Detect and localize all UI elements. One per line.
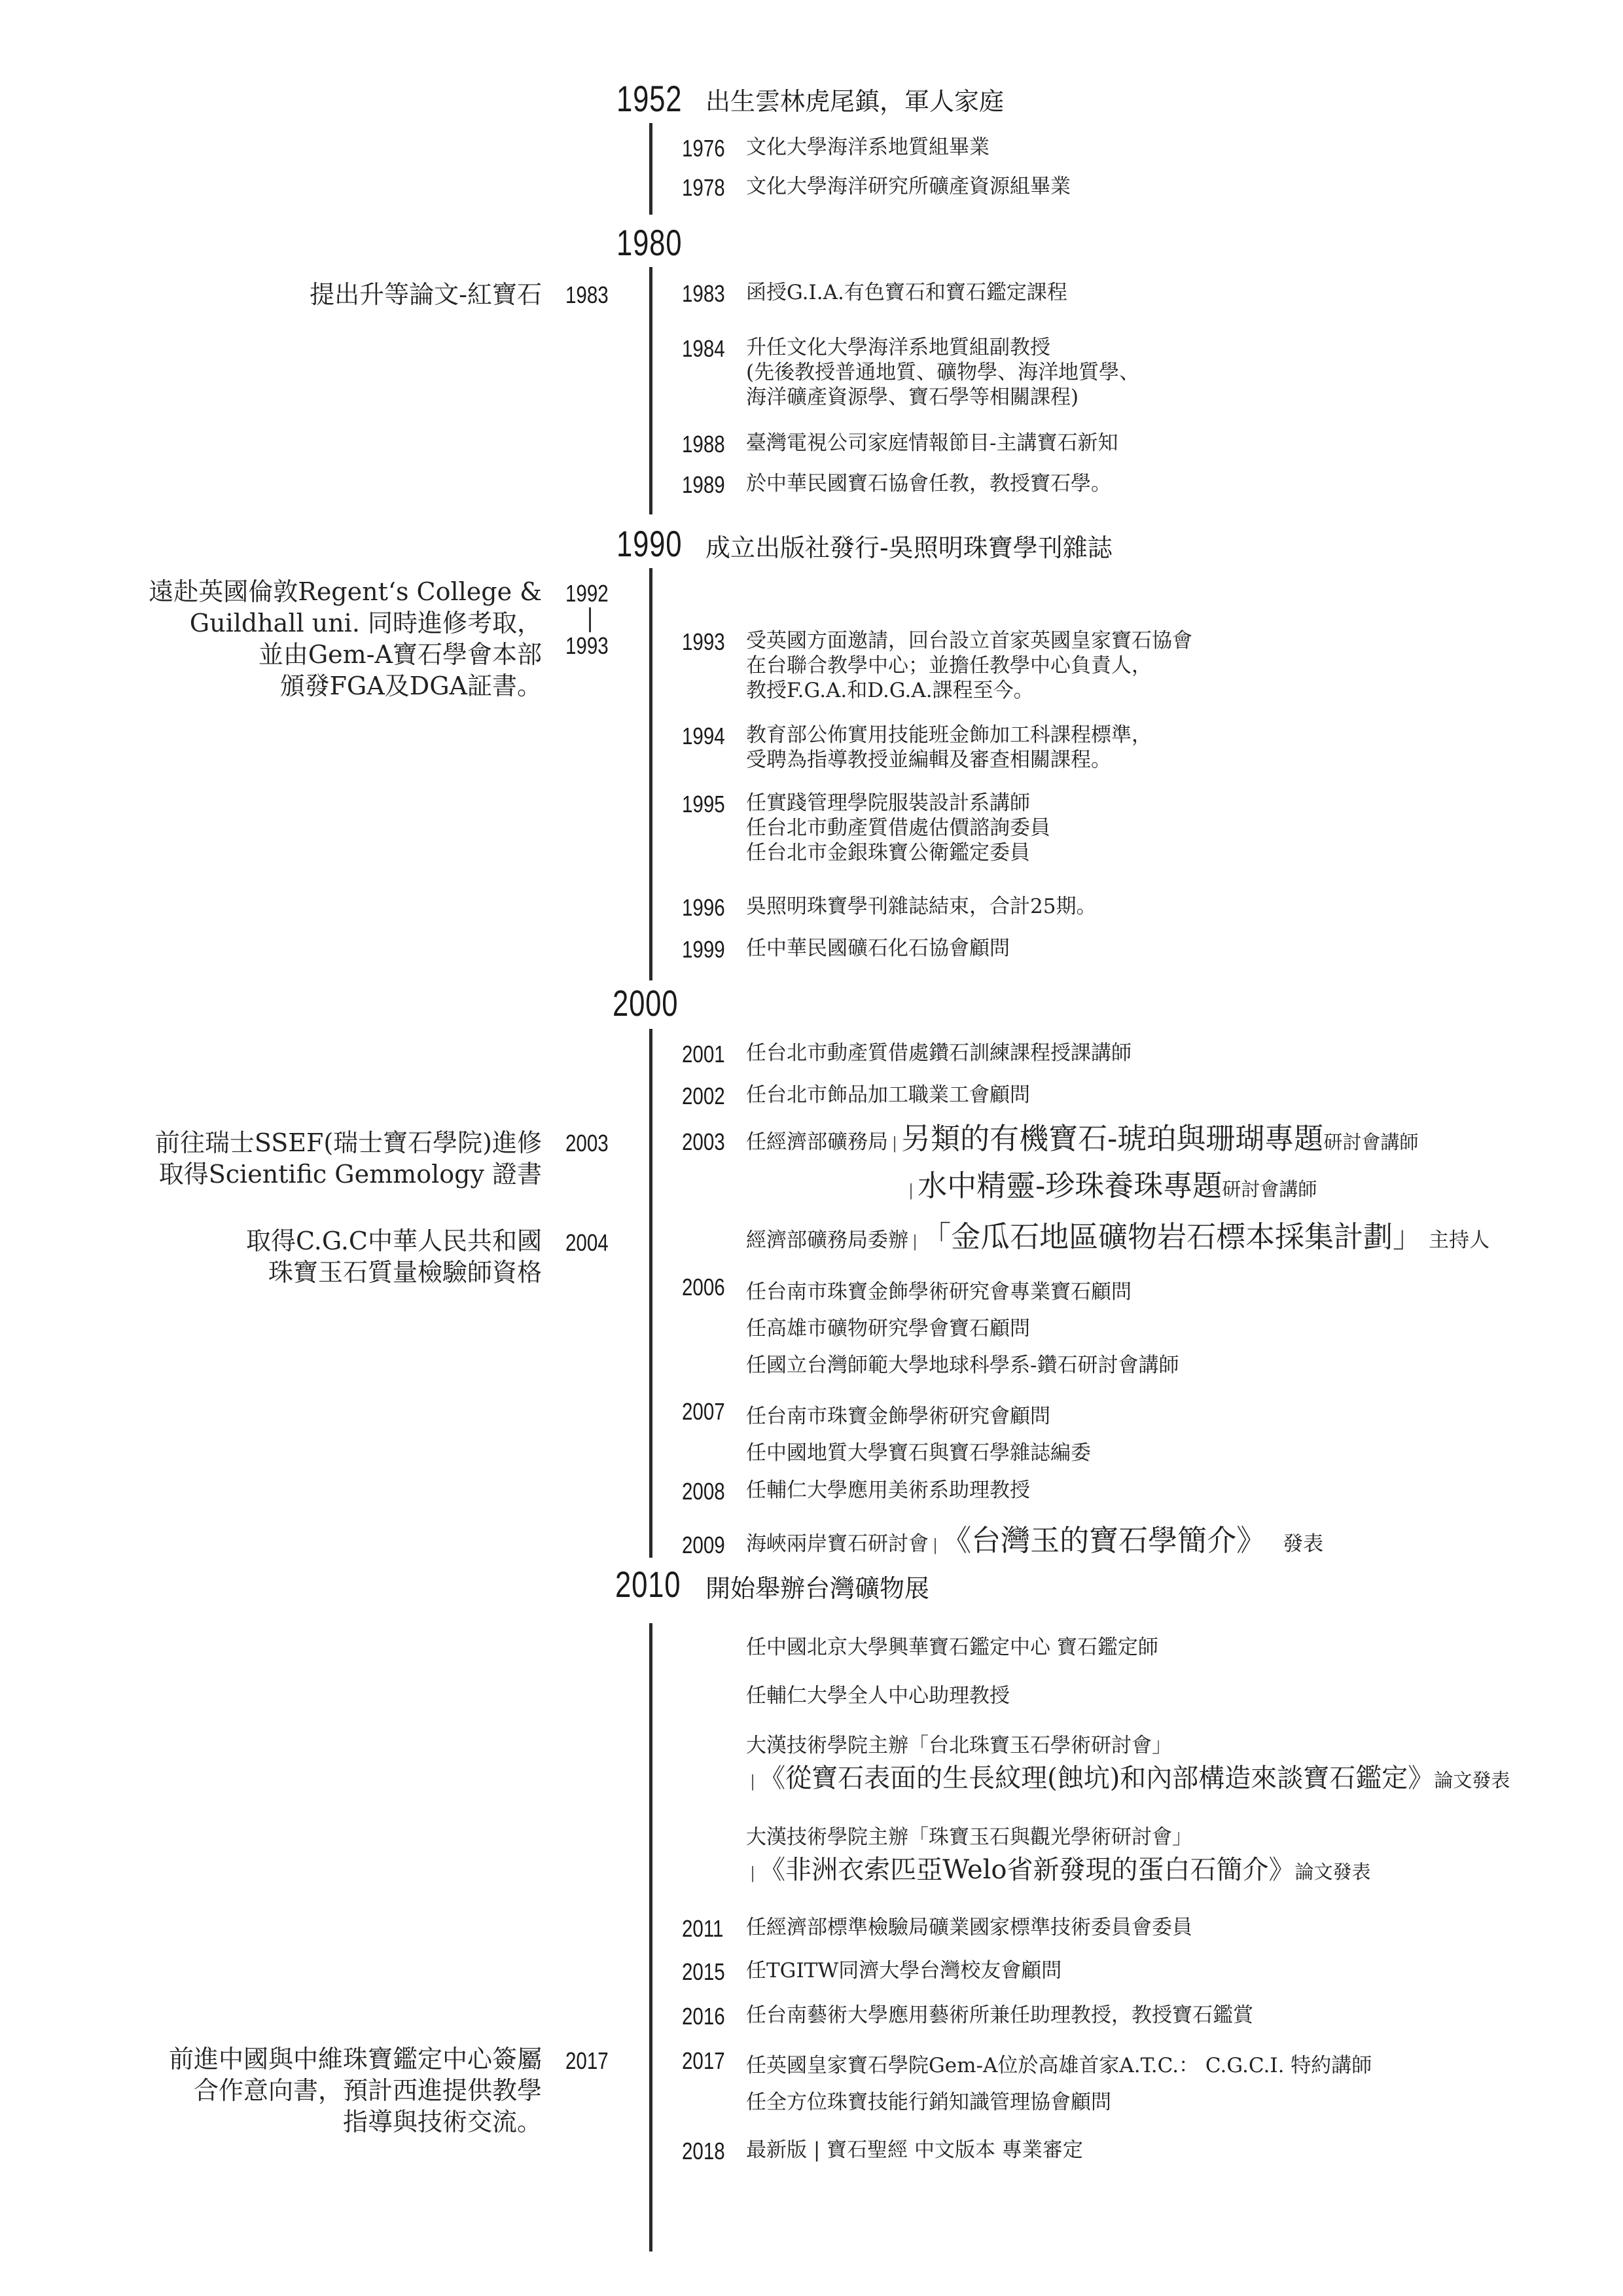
event-text: 升任文化大學海洋系地質組副教授 (先後教授普通地質、礦物學、海洋地質學、 海洋礦產資源學、寶石學等相關課程) xyxy=(746,336,1140,409)
decade-text: 出生雲林虎尾鎮，軍人家庭 xyxy=(705,87,1005,116)
event-year: 1976 xyxy=(682,135,725,162)
left-note-year: 1993 xyxy=(565,632,609,659)
left-note-year: 1983 xyxy=(565,281,609,308)
event-text: 任台北市飾品加工職業工會顧問 xyxy=(746,1083,1030,1107)
event-year: 2015 xyxy=(682,1958,725,1985)
decade-year: 2000 xyxy=(613,982,679,1024)
decade-text: 開始舉辦台灣礦物展 xyxy=(705,1574,930,1603)
event-text: 任中國北京大學興華寶石鑑定中心 寶石鑑定師 xyxy=(746,1636,1158,1659)
decade-year: 2010 xyxy=(615,1564,681,1605)
event-text: 教育部公佈實用技能班金飾加工科課程標準， 受聘為指導教授並編輯及審查相關課程。 xyxy=(746,723,1152,772)
event-year: 2001 xyxy=(682,1041,725,1067)
event-text: 文化大學海洋系地質組畢業 xyxy=(746,135,990,159)
event-year: 1989 xyxy=(682,471,725,498)
event-text: 任經濟部礦務局 | 另類的有機寶石-琥珀與珊瑚專題研討會講師 xyxy=(746,1121,1419,1156)
event-text: 任TGITW同濟大學台灣校友會顧問 xyxy=(746,1959,1062,1982)
event-text: 最新版 | 寶石聖經 中文版本 專業審定 xyxy=(746,2138,1083,2162)
left-note-year: 2003 xyxy=(565,1130,609,1157)
event-text: | 水中精靈-珍珠養珠專題研討會講師 xyxy=(908,1168,1317,1203)
event-text: 經濟部礦務局委辦 | 「金瓜石地區礦物岩石標本採集計劃」 主持人 xyxy=(746,1219,1490,1254)
event-year: 2007 xyxy=(682,1398,725,1425)
event-year: 2002 xyxy=(682,1083,725,1109)
event-year: 1996 xyxy=(682,894,725,921)
event-year: 2006 xyxy=(682,1274,725,1300)
event-text: 任實踐管理學院服裝設計系講師 任台北市動產質借處估價諮詢委員 任台北市金銀珠寶公衛鑑定委員 xyxy=(746,791,1050,865)
event-text: 大漢技術學院主辦「台北珠寶玉石學術研討會」 | 《從寶石表面的生長紋理(蝕坑)和內部構造來談寶石鑑定》論文發表 xyxy=(746,1734,1510,1793)
event-year: 2018 xyxy=(682,2138,725,2164)
event-text: 受英國方面邀請，回台設立首家英國皇家寶石協會 在台聯合教學中心；並擔任教學中心負責人， 教授F.G.A.和D.G.A.課程至今。 xyxy=(746,629,1192,702)
event-text: 吳照明珠寶學刊雜誌結束，合計25期。 xyxy=(746,895,1097,918)
event-year: 2017 xyxy=(682,2047,725,2074)
decade-year: 1952 xyxy=(616,78,683,119)
timeline-line xyxy=(649,1029,652,1558)
event-year: 2003 xyxy=(682,1128,725,1155)
decade-year: 1990 xyxy=(616,523,683,564)
left-note-year: 2004 xyxy=(565,1229,609,1256)
event-text: 任台南市珠寶金飾學術研究會專業寶石顧問 任高雄市礦物研究學會寶石顧問 任國立台灣師範大學地球科學系-鑽石研討會講師 xyxy=(746,1280,1179,1377)
left-note-text: 前往瑞士SSEF(瑞士寶石學院)進修 取得Scientific Gemmology 證書 xyxy=(154,1128,542,1189)
event-year: 1988 xyxy=(682,431,725,457)
event-text: 函授G.I.A.有色寶石和寶石鑑定課程 xyxy=(746,281,1067,304)
decade-text: 成立出版社發行-吳照明珠寶學刊雜誌 xyxy=(705,533,1113,562)
timeline-line xyxy=(649,267,652,514)
event-year: 1994 xyxy=(682,723,725,749)
event-year: 1983 xyxy=(682,280,725,307)
event-text: 任輔仁大學全人中心助理教授 xyxy=(746,1684,1010,1708)
event-year: 1993 xyxy=(682,628,725,655)
decade-year: 1980 xyxy=(616,222,683,263)
year-range-tick xyxy=(589,607,591,632)
event-year: 1978 xyxy=(682,174,725,201)
timeline-line xyxy=(649,1623,652,2251)
event-year: 1999 xyxy=(682,936,725,963)
event-text: 任英國皇家寶石學院Gem-A位於高雄首家A.T.C.： C.G.C.I. 特約講師 任全方位珠寶技能行銷知識管理協會顧問 xyxy=(746,2054,1372,2114)
left-note-year: 1992 xyxy=(565,580,609,607)
event-text: 海峽兩岸寶石研討會 | 《台灣玉的寶石學簡介》 發表 xyxy=(746,1523,1324,1558)
event-text: 任台南市珠寶金飾學術研究會顧問 任中國地質大學寶石與寶石學雜誌編委 xyxy=(746,1405,1091,1465)
event-year: 1984 xyxy=(682,335,725,362)
event-year: 2009 xyxy=(682,1532,725,1558)
event-text: 任台南藝術大學應用藝術所兼任助理教授，教授寶石鑑賞 xyxy=(746,2003,1253,2027)
event-text: 任中華民國礦石化石協會顧問 xyxy=(746,937,1010,960)
event-year: 2011 xyxy=(682,1915,724,1942)
left-note-text: 提出升等論文-紅寶石 xyxy=(310,280,542,309)
timeline-line xyxy=(649,123,652,215)
timeline-line xyxy=(649,568,652,980)
left-note-text: 遠赴英國倫敦Regent‘s College & Guildhall uni. 同時進修考取， 並由Gem-A寶石學會本部 頒發FGA及DGA証書。 xyxy=(149,577,542,700)
left-note-year: 2017 xyxy=(565,2047,609,2074)
event-text: 臺灣電視公司家庭情報節目-主講寶石新知 xyxy=(746,431,1118,455)
left-note-text: 取得C.G.C中華人民共和國 珠寶玉石質量檢驗師資格 xyxy=(246,1227,542,1287)
left-note-text: 前進中國與中維珠寶鑑定中心簽屬 合作意向書，預計西進提供教學 指導與技術交流。 xyxy=(168,2045,542,2136)
event-text: 大漢技術學院主辦「珠寶玉石與觀光學術研討會」 | 《非洲衣索匹亞Welo省新發現的蛋白石簡介》論文發表 xyxy=(746,1825,1371,1885)
event-text: 任輔仁大學應用美術系助理教授 xyxy=(746,1479,1030,1502)
event-text: 任台北市動產質借處鑽石訓練課程授課講師 xyxy=(746,1041,1132,1065)
event-text: 於中華民國寶石協會任教，教授寶石學。 xyxy=(746,472,1111,495)
event-text: 文化大學海洋研究所礦產資源組畢業 xyxy=(746,175,1071,198)
event-year: 2008 xyxy=(682,1478,725,1505)
event-year: 1995 xyxy=(682,791,725,817)
event-text: 任經濟部標準檢驗局礦業國家標準技術委員會委員 xyxy=(746,1916,1192,1939)
event-year: 2016 xyxy=(682,2003,725,2030)
